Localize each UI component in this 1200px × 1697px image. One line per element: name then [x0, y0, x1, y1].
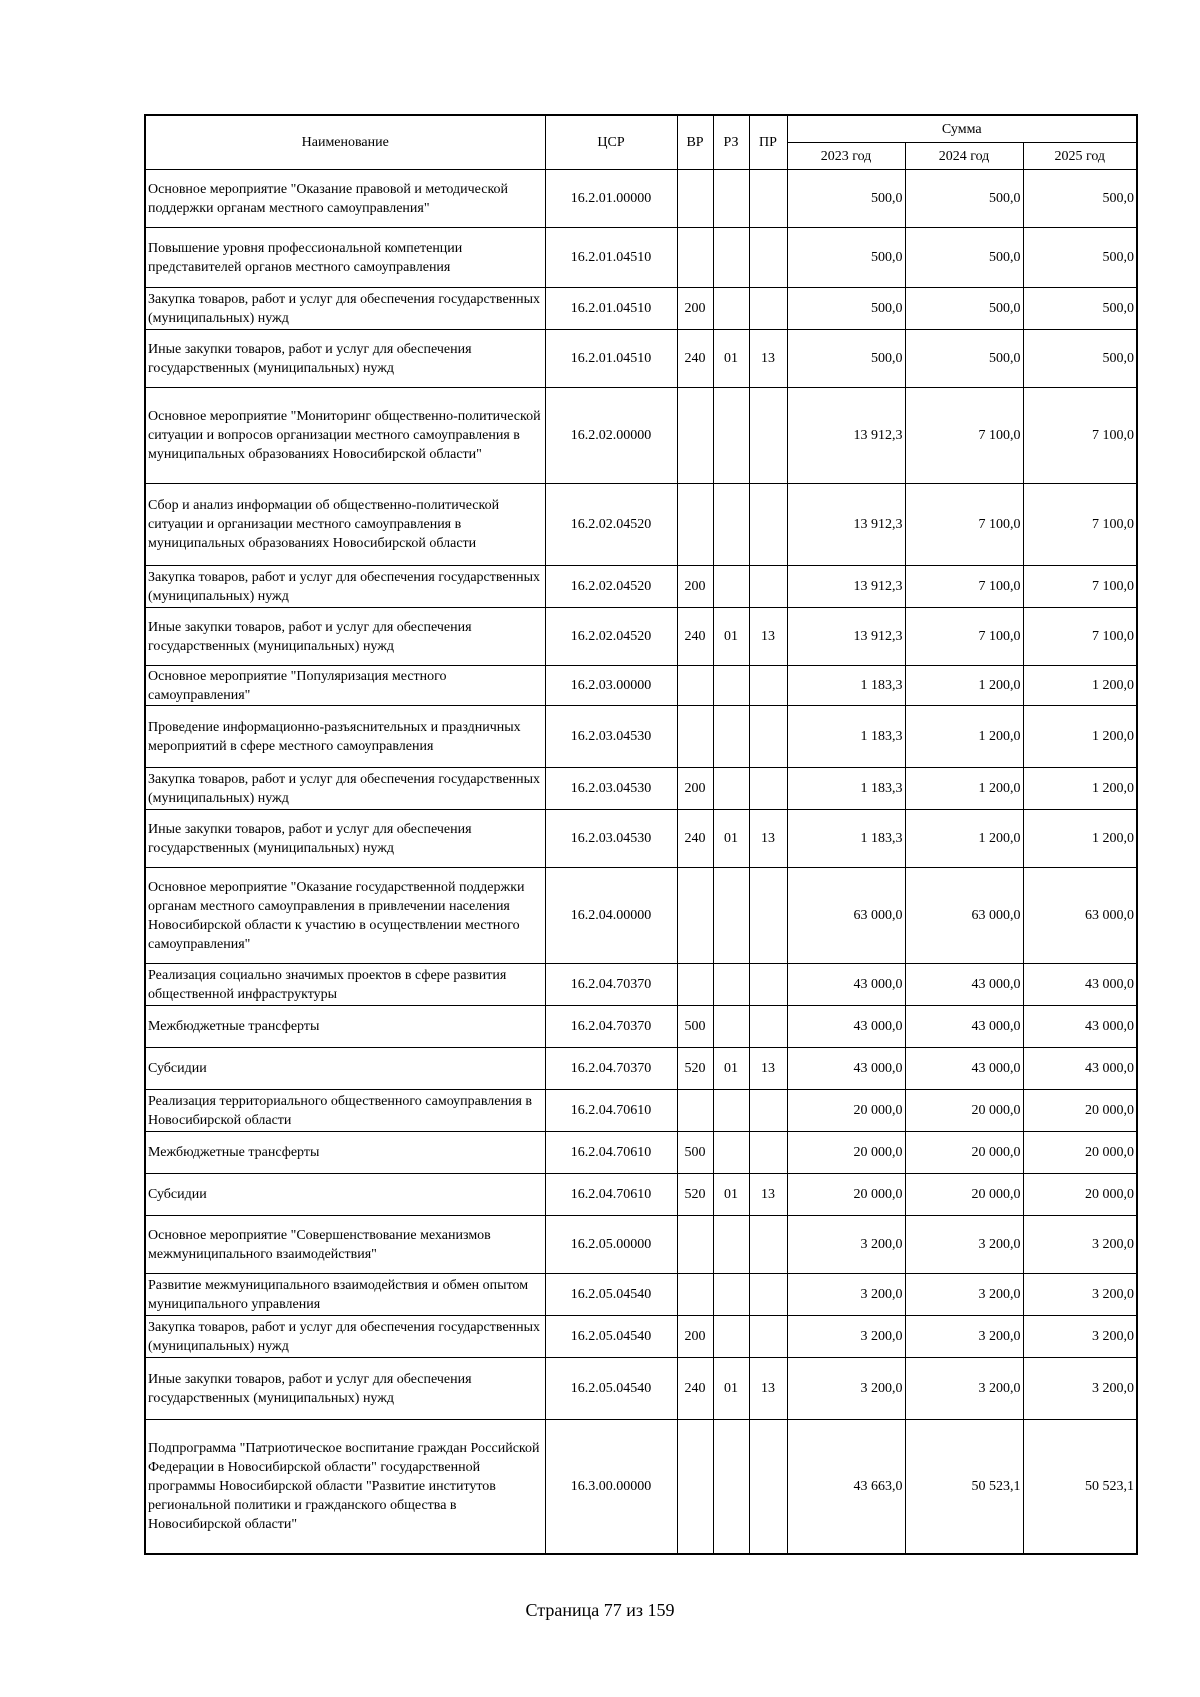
header-name: Наименование [145, 115, 545, 170]
cell-vr [677, 1274, 713, 1316]
cell-pr [749, 666, 787, 706]
page-number: Страница 77 из 159 [525, 1600, 675, 1620]
cell-name: Закупка товаров, работ и услуг для обеспечения государственных (муниципальных) нужд [145, 288, 545, 330]
cell-pr [749, 484, 787, 566]
table-header [145, 115, 1137, 170]
table-row [145, 1274, 1137, 1316]
cell-sum-2025: 20 000,0 [1023, 1174, 1137, 1216]
cell-name: Межбюджетные трансферты [145, 1006, 545, 1048]
cell-rz [713, 1006, 749, 1048]
cell-csr: 16.2.02.00000 [545, 388, 677, 484]
cell-csr: 16.2.03.00000 [545, 666, 677, 706]
cell-vr [677, 964, 713, 1006]
cell-sum-2024: 50 523,1 [905, 1420, 1023, 1554]
cell-sum-2024: 500,0 [905, 228, 1023, 288]
cell-name: Подпрограмма "Патриотическое воспитание граждан Российской Федерации в Новосибирской области" государственной программы Новосибирской области "Развитие институтов региональной политики и гражданского общества в Новосибирской области" [145, 1420, 545, 1554]
cell-vr [677, 170, 713, 228]
cell-vr: 240 [677, 810, 713, 868]
cell-pr [749, 1316, 787, 1358]
table-row [145, 964, 1137, 1006]
cell-sum-2023: 43 000,0 [787, 964, 905, 1006]
cell-vr: 200 [677, 768, 713, 810]
table-row [145, 1316, 1137, 1358]
cell-name: Закупка товаров, работ и услуг для обеспечения государственных (муниципальных) нужд [145, 566, 545, 608]
cell-vr: 520 [677, 1174, 713, 1216]
cell-sum-2025: 7 100,0 [1023, 608, 1137, 666]
cell-rz [713, 1132, 749, 1174]
cell-sum-2024: 20 000,0 [905, 1174, 1023, 1216]
cell-name: Иные закупки товаров, работ и услуг для обеспечения государственных (муниципальных) нужд [145, 1358, 545, 1420]
cell-sum-2023: 13 912,3 [787, 566, 905, 608]
cell-sum-2024: 3 200,0 [905, 1316, 1023, 1358]
cell-sum-2025: 20 000,0 [1023, 1090, 1137, 1132]
cell-rz [713, 1420, 749, 1554]
cell-sum-2025: 1 200,0 [1023, 706, 1137, 768]
header-rz: РЗ [713, 115, 749, 170]
cell-pr [749, 1006, 787, 1048]
table-row [145, 1174, 1137, 1216]
header-year-2025: 2025 год [1023, 143, 1137, 170]
cell-csr: 16.3.00.00000 [545, 1420, 677, 1554]
cell-name: Реализация социально значимых проектов в сфере развития общественной инфраструктуры [145, 964, 545, 1006]
cell-rz [713, 964, 749, 1006]
cell-sum-2023: 1 183,3 [787, 810, 905, 868]
cell-pr [749, 170, 787, 228]
cell-sum-2024: 20 000,0 [905, 1132, 1023, 1174]
cell-sum-2024: 43 000,0 [905, 1006, 1023, 1048]
cell-vr: 240 [677, 608, 713, 666]
cell-sum-2024: 500,0 [905, 288, 1023, 330]
cell-sum-2025: 500,0 [1023, 170, 1137, 228]
cell-name: Проведение информационно-разъяснительных и праздничных мероприятий в сфере местного самоуправления [145, 706, 545, 768]
cell-csr: 16.2.01.00000 [545, 170, 677, 228]
cell-csr: 16.2.02.04520 [545, 566, 677, 608]
cell-vr [677, 1090, 713, 1132]
cell-vr: 240 [677, 330, 713, 388]
cell-rz [713, 288, 749, 330]
cell-pr [749, 288, 787, 330]
cell-sum-2025: 1 200,0 [1023, 768, 1137, 810]
table-row [145, 388, 1137, 484]
cell-rz [713, 388, 749, 484]
cell-rz [713, 566, 749, 608]
cell-sum-2024: 1 200,0 [905, 768, 1023, 810]
cell-sum-2024: 1 200,0 [905, 666, 1023, 706]
cell-csr: 16.2.01.04510 [545, 330, 677, 388]
cell-sum-2025: 500,0 [1023, 228, 1137, 288]
cell-sum-2023: 500,0 [787, 288, 905, 330]
cell-sum-2025: 1 200,0 [1023, 666, 1137, 706]
cell-pr: 13 [749, 330, 787, 388]
table-row [145, 228, 1137, 288]
cell-rz [713, 484, 749, 566]
table-row [145, 1006, 1137, 1048]
cell-vr: 200 [677, 1316, 713, 1358]
cell-vr: 240 [677, 1358, 713, 1420]
cell-sum-2025: 43 000,0 [1023, 1006, 1137, 1048]
cell-name: Субсидии [145, 1174, 545, 1216]
cell-vr [677, 484, 713, 566]
cell-name: Развитие межмуниципального взаимодействия и обмен опытом муниципального управления [145, 1274, 545, 1316]
cell-sum-2025: 50 523,1 [1023, 1420, 1137, 1554]
cell-vr [677, 1420, 713, 1554]
cell-name: Субсидии [145, 1048, 545, 1090]
cell-sum-2023: 43 000,0 [787, 1006, 905, 1048]
cell-sum-2025: 3 200,0 [1023, 1358, 1137, 1420]
cell-pr [749, 228, 787, 288]
cell-sum-2025: 3 200,0 [1023, 1216, 1137, 1274]
cell-sum-2025: 20 000,0 [1023, 1132, 1137, 1174]
cell-pr: 13 [749, 1048, 787, 1090]
cell-name: Межбюджетные трансферты [145, 1132, 545, 1174]
cell-name: Основное мероприятие "Оказание правовой и методической поддержки органам местного самоуправления" [145, 170, 545, 228]
cell-csr: 16.2.04.70370 [545, 964, 677, 1006]
cell-vr: 500 [677, 1132, 713, 1174]
cell-pr [749, 768, 787, 810]
table-row [145, 1420, 1137, 1554]
cell-sum-2023: 500,0 [787, 228, 905, 288]
table-row [145, 1358, 1137, 1420]
cell-rz: 01 [713, 1358, 749, 1420]
cell-sum-2023: 1 183,3 [787, 706, 905, 768]
cell-csr: 16.2.03.04530 [545, 768, 677, 810]
cell-sum-2024: 7 100,0 [905, 566, 1023, 608]
cell-sum-2025: 500,0 [1023, 330, 1137, 388]
header-vr: ВР [677, 115, 713, 170]
cell-pr [749, 566, 787, 608]
cell-sum-2025: 43 000,0 [1023, 1048, 1137, 1090]
cell-pr [749, 964, 787, 1006]
cell-vr [677, 228, 713, 288]
cell-vr: 500 [677, 1006, 713, 1048]
table-row [145, 330, 1137, 388]
table-row [145, 484, 1137, 566]
cell-csr: 16.2.05.04540 [545, 1316, 677, 1358]
cell-sum-2024: 63 000,0 [905, 868, 1023, 964]
cell-name: Основное мероприятие "Мониторинг общественно-политической ситуации и вопросов организации местного самоуправления в муниципальных образованиях Новосибирской области" [145, 388, 545, 484]
cell-sum-2025: 7 100,0 [1023, 388, 1137, 484]
cell-vr [677, 388, 713, 484]
cell-rz [713, 706, 749, 768]
cell-csr: 16.2.04.00000 [545, 868, 677, 964]
cell-sum-2025: 3 200,0 [1023, 1274, 1137, 1316]
cell-csr: 16.2.03.04530 [545, 810, 677, 868]
cell-rz [713, 1274, 749, 1316]
table-row [145, 810, 1137, 868]
table-row [145, 1048, 1137, 1090]
cell-rz: 01 [713, 1048, 749, 1090]
header-year-2024: 2024 год [905, 143, 1023, 170]
cell-vr [677, 706, 713, 768]
cell-sum-2023: 20 000,0 [787, 1090, 905, 1132]
cell-sum-2024: 43 000,0 [905, 1048, 1023, 1090]
table-row [145, 1216, 1137, 1274]
cell-sum-2023: 1 183,3 [787, 768, 905, 810]
cell-sum-2025: 500,0 [1023, 288, 1137, 330]
cell-rz [713, 228, 749, 288]
cell-sum-2023: 13 912,3 [787, 608, 905, 666]
cell-sum-2023: 20 000,0 [787, 1174, 905, 1216]
cell-rz: 01 [713, 608, 749, 666]
cell-csr: 16.2.02.04520 [545, 608, 677, 666]
cell-vr: 520 [677, 1048, 713, 1090]
cell-name: Основное мероприятие "Популяризация местного самоуправления" [145, 666, 545, 706]
cell-pr [749, 1090, 787, 1132]
cell-csr: 16.2.03.04530 [545, 706, 677, 768]
cell-sum-2025: 1 200,0 [1023, 810, 1137, 868]
cell-csr: 16.2.02.04520 [545, 484, 677, 566]
cell-pr: 13 [749, 608, 787, 666]
cell-rz [713, 1090, 749, 1132]
cell-vr [677, 868, 713, 964]
cell-rz [713, 170, 749, 228]
cell-rz: 01 [713, 330, 749, 388]
cell-sum-2023: 20 000,0 [787, 1132, 905, 1174]
cell-csr: 16.2.04.70610 [545, 1132, 677, 1174]
cell-sum-2023: 13 912,3 [787, 484, 905, 566]
table-row [145, 666, 1137, 706]
cell-name: Закупка товаров, работ и услуг для обеспечения государственных (муниципальных) нужд [145, 1316, 545, 1358]
cell-sum-2023: 500,0 [787, 330, 905, 388]
table-row [145, 288, 1137, 330]
cell-pr [749, 1274, 787, 1316]
cell-sum-2025: 7 100,0 [1023, 566, 1137, 608]
cell-name: Сбор и анализ информации об общественно-политической ситуации и организации местного самоуправления в муниципальных образованиях Новосибирской области [145, 484, 545, 566]
table-row [145, 170, 1137, 228]
header-pr: ПР [749, 115, 787, 170]
cell-csr: 16.2.04.70370 [545, 1006, 677, 1048]
cell-rz [713, 666, 749, 706]
cell-vr [677, 1216, 713, 1274]
cell-rz [713, 868, 749, 964]
cell-pr: 13 [749, 810, 787, 868]
cell-sum-2025: 7 100,0 [1023, 484, 1137, 566]
cell-rz: 01 [713, 810, 749, 868]
cell-vr [677, 666, 713, 706]
cell-pr: 13 [749, 1358, 787, 1420]
cell-sum-2024: 3 200,0 [905, 1216, 1023, 1274]
table-row [145, 608, 1137, 666]
cell-sum-2025: 3 200,0 [1023, 1316, 1137, 1358]
cell-sum-2023: 500,0 [787, 170, 905, 228]
table-row [145, 566, 1137, 608]
cell-csr: 16.2.04.70610 [545, 1174, 677, 1216]
cell-csr: 16.2.04.70610 [545, 1090, 677, 1132]
cell-sum-2024: 7 100,0 [905, 388, 1023, 484]
cell-sum-2023: 3 200,0 [787, 1358, 905, 1420]
cell-sum-2023: 43 663,0 [787, 1420, 905, 1554]
cell-sum-2024: 7 100,0 [905, 608, 1023, 666]
cell-sum-2023: 3 200,0 [787, 1316, 905, 1358]
cell-pr [749, 1132, 787, 1174]
cell-sum-2025: 43 000,0 [1023, 964, 1137, 1006]
cell-pr [749, 388, 787, 484]
cell-name: Реализация территориального общественного самоуправления в Новосибирской области [145, 1090, 545, 1132]
cell-csr: 16.2.04.70370 [545, 1048, 677, 1090]
cell-vr: 200 [677, 566, 713, 608]
cell-csr: 16.2.05.04540 [545, 1274, 677, 1316]
cell-sum-2023: 63 000,0 [787, 868, 905, 964]
cell-sum-2025: 63 000,0 [1023, 868, 1137, 964]
cell-sum-2024: 500,0 [905, 330, 1023, 388]
cell-name: Иные закупки товаров, работ и услуг для обеспечения государственных (муниципальных) нужд [145, 330, 545, 388]
cell-name: Повышение уровня профессиональной компетенции представителей органов местного самоуправления [145, 228, 545, 288]
cell-name: Основное мероприятие "Совершенствование механизмов межмуниципального взаимодействия" [145, 1216, 545, 1274]
cell-rz [713, 1216, 749, 1274]
header-sum: Сумма [787, 115, 1137, 143]
cell-sum-2024: 500,0 [905, 170, 1023, 228]
table-row [145, 1090, 1137, 1132]
cell-sum-2023: 13 912,3 [787, 388, 905, 484]
cell-sum-2023: 3 200,0 [787, 1274, 905, 1316]
cell-sum-2023: 3 200,0 [787, 1216, 905, 1274]
cell-name: Иные закупки товаров, работ и услуг для обеспечения государственных (муниципальных) нужд [145, 608, 545, 666]
cell-sum-2024: 43 000,0 [905, 964, 1023, 1006]
cell-sum-2024: 1 200,0 [905, 706, 1023, 768]
cell-vr: 200 [677, 288, 713, 330]
cell-sum-2024: 1 200,0 [905, 810, 1023, 868]
cell-csr: 16.2.01.04510 [545, 288, 677, 330]
cell-rz [713, 1316, 749, 1358]
cell-pr [749, 868, 787, 964]
cell-pr: 13 [749, 1174, 787, 1216]
header-csr: ЦСР [545, 115, 677, 170]
cell-pr [749, 1420, 787, 1554]
header-year-2023: 2023 год [787, 143, 905, 170]
cell-sum-2024: 20 000,0 [905, 1090, 1023, 1132]
budget-table [144, 114, 1138, 1555]
cell-csr: 16.2.01.04510 [545, 228, 677, 288]
cell-pr [749, 706, 787, 768]
cell-sum-2023: 43 000,0 [787, 1048, 905, 1090]
cell-csr: 16.2.05.04540 [545, 1358, 677, 1420]
table-row [145, 1132, 1137, 1174]
table-body [145, 170, 1137, 1554]
cell-rz [713, 768, 749, 810]
cell-sum-2024: 3 200,0 [905, 1358, 1023, 1420]
cell-sum-2023: 1 183,3 [787, 666, 905, 706]
cell-rz: 01 [713, 1174, 749, 1216]
cell-pr [749, 1216, 787, 1274]
table-row [145, 868, 1137, 964]
cell-sum-2024: 3 200,0 [905, 1274, 1023, 1316]
cell-name: Основное мероприятие "Оказание государственной поддержки органам местного самоуправления в привлечении населения Новосибирской области к участию в осуществлении местного самоуправления" [145, 868, 545, 964]
cell-csr: 16.2.05.00000 [545, 1216, 677, 1274]
table-row [145, 706, 1137, 768]
cell-name: Иные закупки товаров, работ и услуг для обеспечения государственных (муниципальных) нужд [145, 810, 545, 868]
cell-name: Закупка товаров, работ и услуг для обеспечения государственных (муниципальных) нужд [145, 768, 545, 810]
table-row [145, 768, 1137, 810]
cell-sum-2024: 7 100,0 [905, 484, 1023, 566]
